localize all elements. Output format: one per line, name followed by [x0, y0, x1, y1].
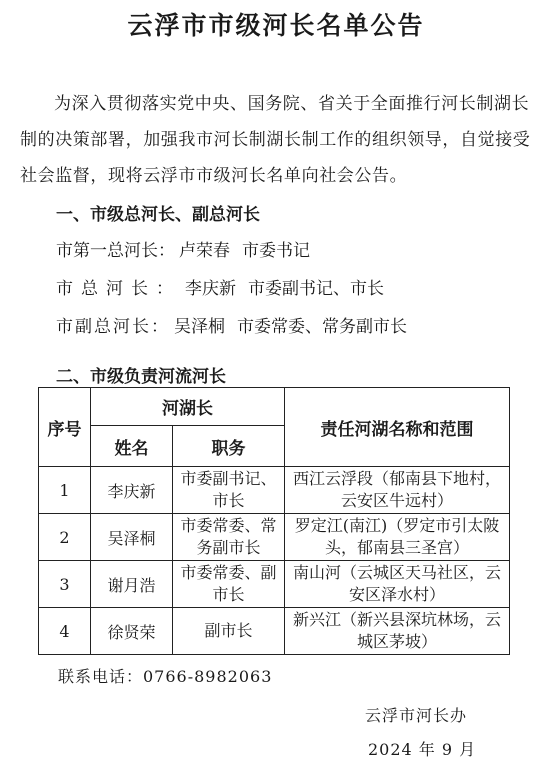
- role-row-chief: [56, 274, 384, 299]
- cell-scope: 新兴江（新兴县深坑林场，云城区茅坡）: [285, 608, 510, 655]
- cell-scope: 南山河（云城区天马社区，云安区泽水村）: [285, 561, 510, 608]
- header-seq: 序号: [39, 388, 91, 467]
- person-position: 市委副书记、市长: [248, 279, 384, 299]
- section2-heading: 二、市级负责河流河长: [56, 367, 226, 387]
- cell-scope: 罗定江(南江)（罗定市引太陂头，郁南县三圣宫）: [285, 514, 510, 561]
- cell-name: 徐贤荣: [91, 608, 173, 655]
- table-row: [39, 561, 510, 608]
- person-name: 卢荣春: [179, 241, 230, 261]
- cell-position: 市委常委、常务副市长: [173, 514, 285, 561]
- cell-seq: 1: [39, 467, 91, 514]
- cell-seq: 2: [39, 514, 91, 561]
- signature-date: 2024 年 9 月: [368, 740, 477, 759]
- cell-name: 吴泽桐: [91, 514, 173, 561]
- page-title: 云浮市市级河长名单公告: [127, 11, 425, 40]
- table-header-row: [39, 388, 510, 426]
- role-label: 市第一总河长：: [56, 241, 175, 261]
- role-label: 市总河长：: [56, 279, 181, 299]
- cell-position: 市委常委、副市长: [173, 561, 285, 608]
- intro-paragraph: 为深入贯彻落实党中央、国务院、省关于全面推行河长制湖长制的决策部署，加强我市河长制湖长制工作的组织领导，自觉接受社会监督，现将云浮市市级河长名单向社会公告。: [20, 94, 531, 186]
- signature-org: 云浮市河长办: [365, 706, 468, 725]
- cell-seq: 3: [39, 561, 91, 608]
- person-name: 李庆新: [185, 279, 236, 299]
- table-row: [39, 514, 510, 561]
- cell-name: 谢月浩: [91, 561, 173, 608]
- role-label: 市副总河长：: [56, 317, 170, 337]
- contact-phone: 联系电话：0766-8982063: [58, 667, 273, 686]
- header-scope: 责任河湖名称和范围: [285, 388, 510, 467]
- table-row: [39, 467, 510, 514]
- cell-scope: 西江云浮段（郁南县下地村，云安区牛远村）: [285, 467, 510, 514]
- person-position: 市委书记: [242, 241, 310, 261]
- cell-position: 副市长: [173, 608, 285, 655]
- role-row-first-chief: [56, 236, 310, 261]
- cell-position: 市委副书记、市长: [173, 467, 285, 514]
- header-position: 职务: [173, 426, 285, 467]
- cell-name: 李庆新: [91, 467, 173, 514]
- table-row: [39, 608, 510, 655]
- cell-seq: 4: [39, 608, 91, 655]
- header-name: 姓名: [91, 426, 173, 467]
- person-name: 吴泽桐: [174, 317, 225, 337]
- section1-heading: 一、市级总河长、副总河长: [56, 205, 260, 225]
- role-row-deputy-chief: [56, 312, 407, 337]
- river-chief-table: [38, 387, 510, 655]
- person-position: 市委常委、常务副市长: [237, 317, 407, 337]
- header-chief-group: 河湖长: [91, 388, 285, 426]
